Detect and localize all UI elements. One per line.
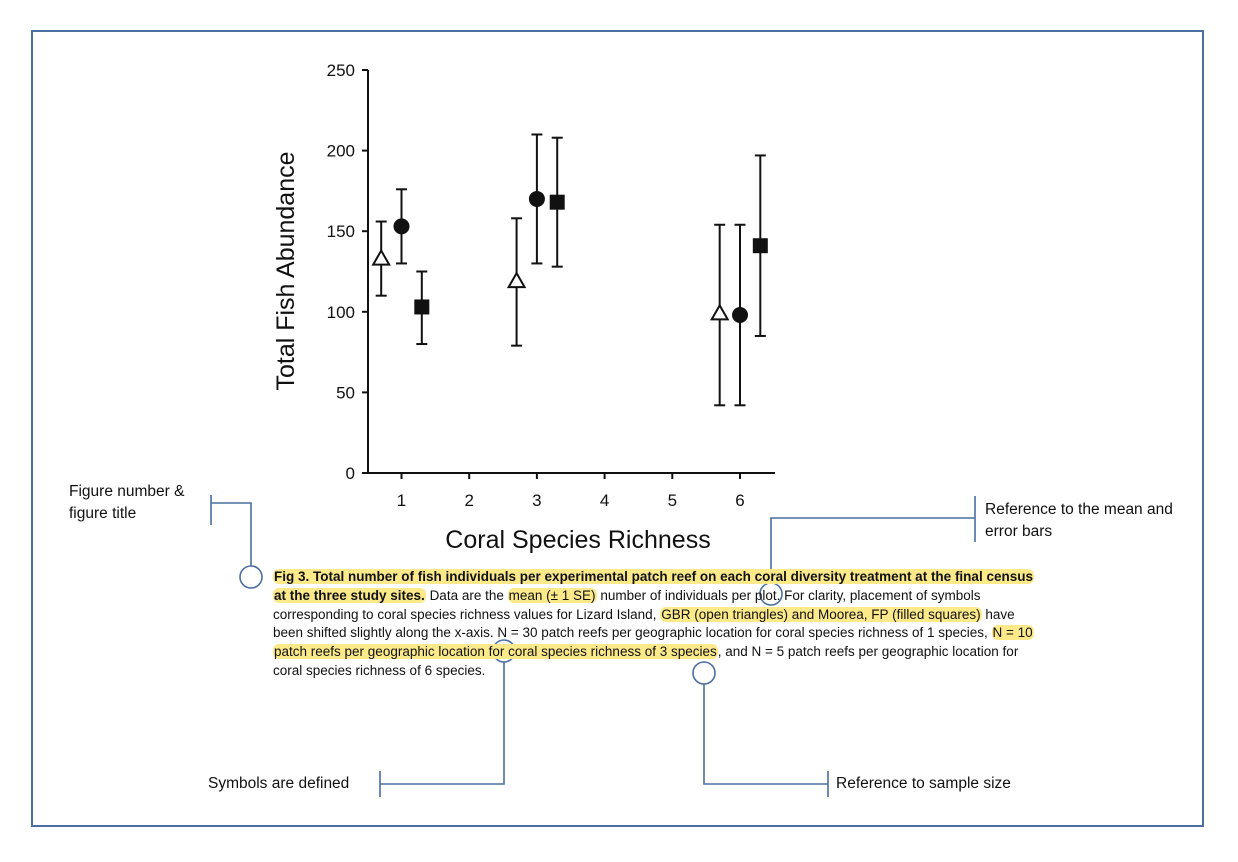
data-point-square bbox=[550, 195, 565, 210]
figure-number: Fig 3. bbox=[274, 569, 310, 584]
data-point-square bbox=[753, 238, 768, 253]
y-tick-label: 250 bbox=[326, 61, 355, 80]
x-tick-label: 6 bbox=[735, 491, 745, 510]
callout-mean-error: Reference to the mean and error bars bbox=[985, 501, 1173, 540]
y-tick-label: 50 bbox=[336, 383, 355, 403]
figure-caption bbox=[273, 568, 1033, 681]
x-tick-label: 2 bbox=[464, 491, 474, 510]
caption-text-4: , and N = 5 patch reefs per geographic location for coral species richness of 6 species. bbox=[273, 644, 1019, 678]
callout-line-title bbox=[211, 503, 251, 566]
data-point-triangle bbox=[509, 273, 525, 287]
caption-text-3: have been shifted slightly along the x-axis. N = 30 patch reefs per geographic location for coral species richness of 1 species, bbox=[273, 606, 1015, 641]
data-point-square bbox=[414, 299, 429, 314]
symbol-definition: GBR (open triangles) and Moorea, FP (filled squares) bbox=[661, 606, 981, 622]
y-tick-label: 200 bbox=[326, 141, 355, 161]
caption-text-1: Data are the bbox=[429, 587, 508, 603]
sample-size-reference: N = 10 patch reefs per geographic location for coral species richness of 3 species bbox=[274, 625, 1033, 660]
data-point-circle bbox=[394, 218, 410, 234]
mean-se-reference: mean (± 1 SE) bbox=[508, 587, 596, 603]
data-point-triangle bbox=[373, 251, 389, 265]
callout-sample-size: Reference to sample size bbox=[836, 775, 1011, 792]
x-axis-title: Coral Species Richness bbox=[445, 526, 711, 554]
x-tick-label: 4 bbox=[599, 491, 610, 510]
data-point-circle bbox=[732, 307, 748, 323]
y-tick-label: 0 bbox=[345, 464, 355, 483]
data-point-group bbox=[394, 189, 410, 263]
y-tick-label: 100 bbox=[326, 302, 355, 322]
y-axis-title: Total Fish Abundance bbox=[272, 151, 300, 391]
callout-figure-title: Figure number & figure title bbox=[69, 483, 185, 522]
data-point-group bbox=[753, 155, 768, 336]
callout-symbols: Symbols are defined bbox=[208, 775, 350, 792]
data-point-group bbox=[373, 222, 389, 296]
data-point-group bbox=[414, 272, 429, 345]
x-tick-label: 3 bbox=[532, 491, 542, 510]
y-tick-label: 150 bbox=[326, 222, 355, 242]
data-point-circle bbox=[529, 191, 545, 207]
data-point-group bbox=[509, 218, 525, 345]
data-point-group bbox=[550, 138, 565, 267]
callout-line-sample bbox=[704, 684, 828, 784]
x-tick-label: 5 bbox=[667, 491, 678, 510]
data-point-group bbox=[529, 134, 545, 263]
data-point-triangle bbox=[712, 305, 728, 319]
figure-title: Total number of fish individuals per experimental patch reef on each coral diversity treatment at the final census at the three study sites. bbox=[274, 569, 1033, 603]
data-point-group bbox=[732, 225, 748, 406]
x-tick-label: 1 bbox=[396, 491, 407, 510]
callout-marker-title bbox=[240, 566, 262, 588]
caption-text-2: number of individuals per plot. For clarity, placement of symbols corresponding to coral species richness values for Lizard Island, bbox=[273, 587, 981, 622]
data-point-group bbox=[712, 225, 728, 406]
